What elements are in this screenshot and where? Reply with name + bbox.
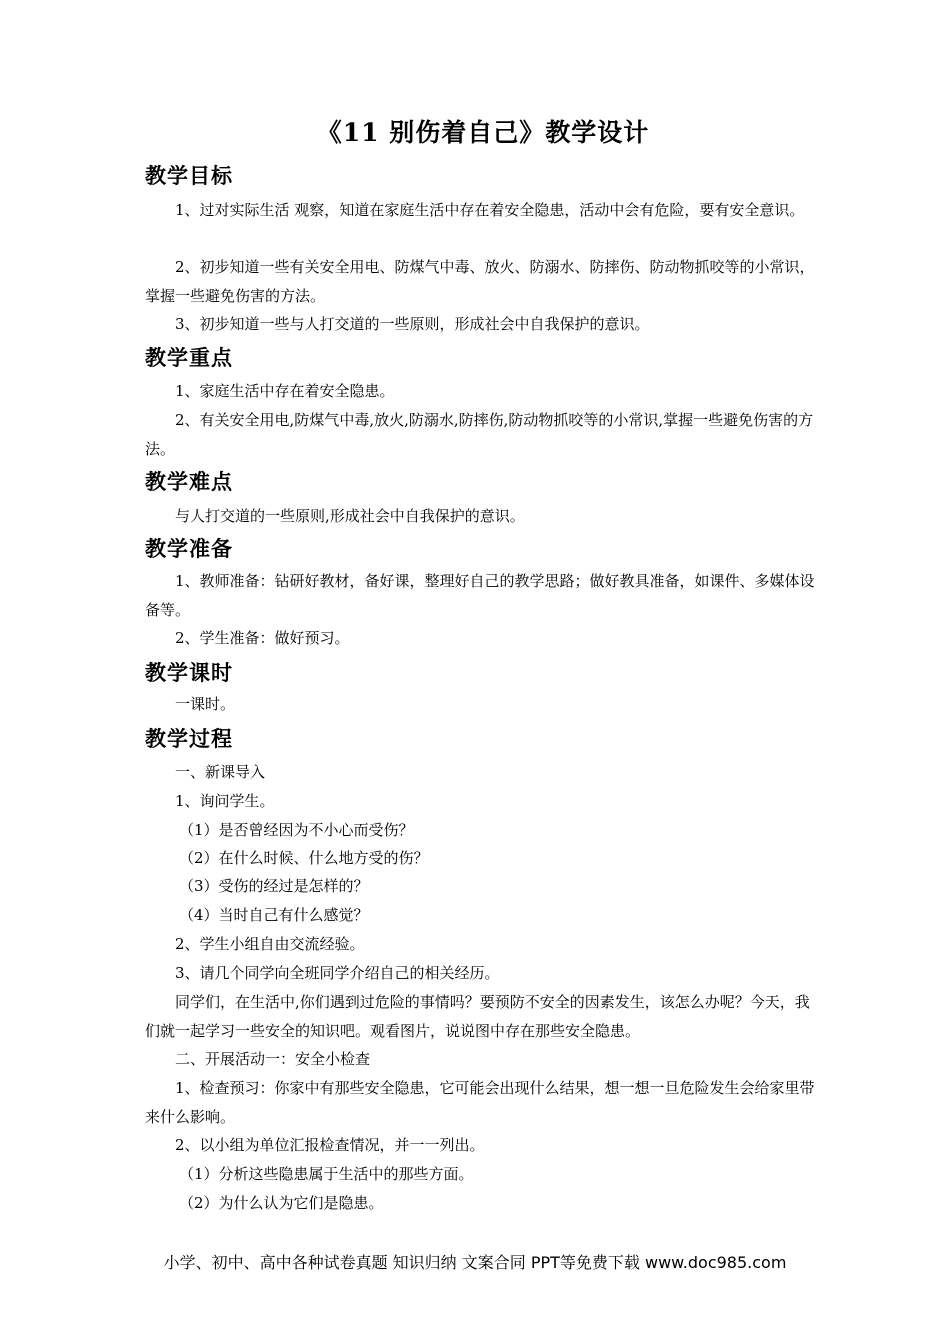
goal-item-3: 3、初步知道一些与人打交道的一些原则，形成社会中自我保护的意识。 xyxy=(175,315,650,333)
footer-banner: 小学、初中、高中各种试卷真题 知识归纳 文案合同 PPT等免费下载 www.doc985.com xyxy=(163,1253,787,1272)
process-item-11: 1、检查预习：你家中有那些安全隐患，它可能会出现什么结果，想一想一旦危险发生会给家里带来什么影响。 xyxy=(145,1079,815,1126)
preparation-item-2: 2、学生准备：做好预习。 xyxy=(175,629,350,647)
goal-item-2: 2、初步知道一些有关安全用电、防煤气中毒、放火、防溺水、防摔伤、防动物抓咬等的小常识，掌握一些避免伤害的方法。 xyxy=(145,258,815,305)
heading-key-points: 教学重点 xyxy=(145,346,233,370)
heading-preparation: 教学准备 xyxy=(145,537,233,561)
process-item-1: 一、新课导入 xyxy=(175,763,266,781)
process-item-7: 2、学生小组自由交流经验。 xyxy=(175,935,365,953)
heading-process: 教学过程 xyxy=(145,727,233,751)
key-point-item-2: 2、有关安全用电,防煤气中毒,放火,防溺水,防摔伤,防动物抓咬等的小常识,掌握一些避免伤害的方法。 xyxy=(145,411,814,458)
process-item-4: （2）在什么时候、什么地方受的伤？ xyxy=(179,849,429,867)
process-item-2: 1、询问学生。 xyxy=(175,792,275,810)
process-item-12: 2、以小组为单位汇报检查情况，并一一列出。 xyxy=(175,1136,485,1154)
process-item-9: 同学们，在生活中,你们遇到过危险的事情吗？要预防不安全的因素发生，该怎么办呢？今天，我们就一起学习一些安全的知识吧。观看图片，说说图中存在那些安全隐患。 xyxy=(145,993,810,1040)
process-item-10: 二、开展活动一：安全小检查 xyxy=(175,1050,371,1068)
heading-difficulties: 教学难点 xyxy=(145,470,233,494)
heading-hours: 教学课时 xyxy=(145,661,233,685)
heading-goals: 教学目标 xyxy=(145,164,233,188)
difficulty-item-1: 与人打交道的一些原则,形成社会中自我保护的意识。 xyxy=(175,507,525,525)
process-item-14: （2）为什么认为它们是隐患。 xyxy=(179,1194,384,1212)
key-point-item-1: 1、家庭生活中存在着安全隐患。 xyxy=(175,382,395,400)
process-item-8: 3、请几个同学向全班同学介绍自己的相关经历。 xyxy=(175,964,500,982)
process-item-3: （1）是否曾经因为不小心而受伤？ xyxy=(179,821,414,839)
process-item-13: （1）分析这些隐患属于生活中的那些方面。 xyxy=(179,1165,474,1183)
process-item-5: （3）受伤的经过是怎样的？ xyxy=(179,877,369,895)
document-title: 《11 别伤着自己》教学设计 xyxy=(316,118,650,147)
goal-item-1: 1、过对实际生活 观察，知道在家庭生活中存在着安全隐患，活动中会有危险，要有安全意识。 xyxy=(175,201,805,219)
hours-item-1: 一课时。 xyxy=(175,695,236,713)
process-item-6: （4）当时自己有什么感觉？ xyxy=(179,906,369,924)
preparation-item-1: 1、教师准备：钻研好教材，备好课，整理好自己的教学思路；做好教具准备，如课件、多媒体设备等。 xyxy=(145,572,815,619)
